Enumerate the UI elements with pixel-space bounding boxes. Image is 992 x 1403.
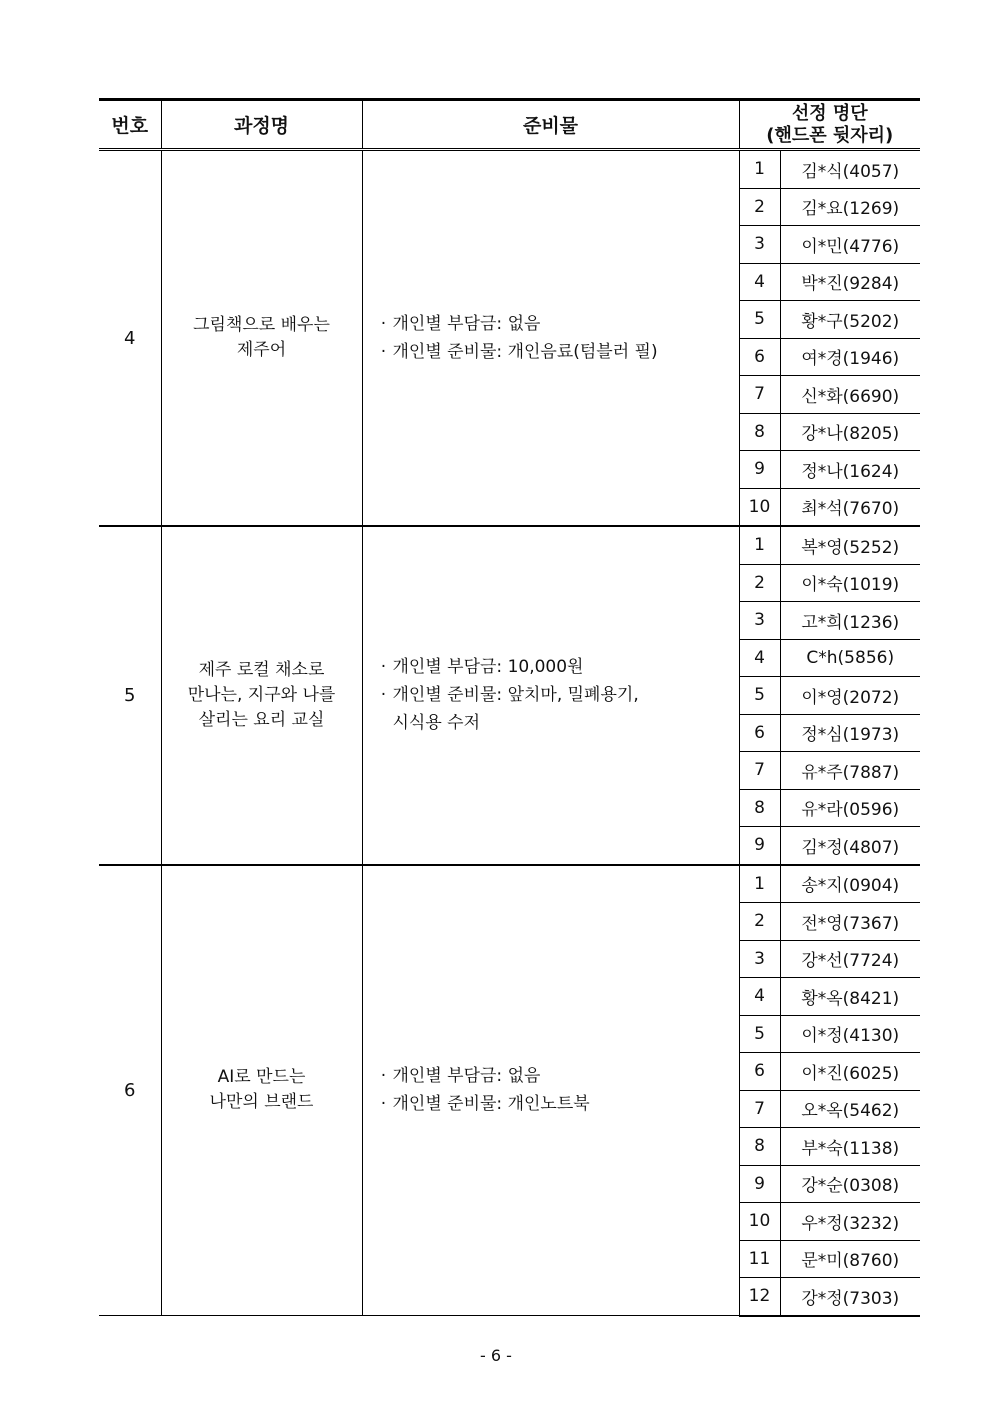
selected-person: 정*심(1973) [780, 714, 920, 752]
preparation-line [375, 681, 739, 709]
selected-index: 8 [739, 789, 780, 827]
bullet-icon: · [380, 314, 387, 334]
header-prep: 준비물 [362, 100, 739, 150]
selected-person: 전*영(7367) [780, 903, 920, 941]
header-no: 번호 [99, 100, 161, 150]
selected-index: 6 [739, 714, 780, 752]
preparation-text: 개인별 준비물: 앞치마, 밀폐용기, [392, 685, 639, 706]
preparation-line [375, 653, 739, 681]
table-row [99, 526, 920, 564]
selected-person: 이*민(4776) [780, 226, 920, 264]
selected-index: 3 [739, 940, 780, 978]
selected-index: 2 [739, 188, 780, 226]
selected-person: 김*요(1269) [780, 188, 920, 226]
header-selected-line1: 선정 명단 [791, 102, 868, 124]
selected-person: 송*지(0904) [780, 865, 920, 903]
selected-index: 7 [739, 1090, 780, 1128]
selected-index: 4 [739, 978, 780, 1016]
selected-index: 6 [739, 1053, 780, 1091]
selected-index: 11 [739, 1240, 780, 1278]
selected-index: 6 [739, 338, 780, 376]
preparation-text: 개인별 준비물: 개인음료(텀블러 필) [392, 342, 658, 362]
selected-index: 9 [739, 1165, 780, 1203]
selected-person: 이*정(4130) [780, 1015, 920, 1053]
selected-person: 이*영(2072) [780, 677, 920, 715]
course-name [161, 150, 362, 527]
selected-person: 부*숙(1138) [780, 1128, 920, 1166]
course-name [161, 526, 362, 865]
course-name-line: 나만의 브랜드 [209, 1092, 314, 1113]
selected-index: 4 [739, 263, 780, 301]
selected-index: 10 [739, 488, 780, 526]
course-name-line: 살리는 요리 교실 [198, 709, 325, 730]
preparation-text: 시식용 수저 [392, 713, 481, 734]
selected-index: 7 [739, 376, 780, 414]
bullet-icon [375, 709, 393, 737]
course-number: 5 [99, 526, 161, 865]
selected-index: 5 [739, 677, 780, 715]
selected-index: 3 [739, 226, 780, 264]
selected-person: 황*구(5202) [780, 301, 920, 339]
preparation-items [362, 526, 739, 865]
selected-person: 오*옥(5462) [780, 1090, 920, 1128]
selected-index: 1 [739, 865, 780, 903]
course-name-line: 제주어 [236, 340, 287, 360]
selected-person: 유*주(7887) [780, 752, 920, 790]
selected-index: 4 [739, 639, 780, 677]
selected-person: 신*화(6690) [780, 376, 920, 414]
selected-person: 정*나(1624) [780, 451, 920, 489]
header-selected-line2: (핸드폰 뒷자리) [766, 124, 894, 146]
selected-person: 박*진(9284) [780, 263, 920, 301]
bullet-icon: · [380, 1094, 387, 1115]
page-number: - 6 - [480, 1346, 512, 1365]
preparation-text: 개인별 부담금: 10,000원 [392, 657, 584, 678]
selected-index: 9 [739, 827, 780, 865]
table-header-row [99, 100, 920, 150]
preparation-line [375, 1090, 739, 1118]
selected-person: 여*경(1946) [780, 338, 920, 376]
selected-index: 8 [739, 1128, 780, 1166]
preparation-items [362, 865, 739, 1316]
course-name-line: 제주 로컬 채소로 [198, 659, 325, 680]
selected-person: 이*숙(1019) [780, 564, 920, 602]
selected-person: 강*정(7303) [780, 1278, 920, 1316]
preparation-line [375, 709, 739, 737]
course-number: 6 [99, 865, 161, 1316]
course-name [161, 865, 362, 1316]
selected-person: C*h(5856) [780, 639, 920, 677]
selected-index: 1 [739, 150, 780, 189]
selected-person: 우*정(3232) [780, 1203, 920, 1241]
preparation-line [375, 1062, 739, 1090]
selected-person: 강*선(7724) [780, 940, 920, 978]
selected-index: 5 [739, 301, 780, 339]
selected-person: 최*석(7670) [780, 488, 920, 526]
selected-person: 유*라(0596) [780, 789, 920, 827]
selected-index: 12 [739, 1278, 780, 1316]
bullet-icon: · [380, 657, 387, 678]
bullet-icon: · [380, 685, 387, 706]
preparation-text: 개인별 부담금: 없음 [392, 1066, 541, 1087]
table-row [99, 150, 920, 189]
preparation-line [375, 310, 739, 338]
selected-index: 2 [739, 903, 780, 941]
header-course: 과정명 [161, 100, 362, 150]
preparation-line [375, 338, 739, 366]
bullet-icon: · [380, 1066, 387, 1087]
preparation-items [362, 150, 739, 527]
selected-index: 5 [739, 1015, 780, 1053]
header-selected [739, 100, 920, 150]
selected-index: 9 [739, 451, 780, 489]
selected-index: 1 [739, 526, 780, 564]
selected-person: 김*식(4057) [780, 150, 920, 189]
selected-person: 강*나(8205) [780, 413, 920, 451]
selection-table [99, 98, 920, 1317]
selected-person: 강*순(0308) [780, 1165, 920, 1203]
selected-person: 복*영(5252) [780, 526, 920, 564]
selected-index: 3 [739, 602, 780, 640]
bullet-icon: · [380, 342, 387, 362]
selected-person: 김*정(4807) [780, 827, 920, 865]
selected-index: 2 [739, 564, 780, 602]
course-name-line: 그림책으로 배우는 [193, 315, 330, 335]
course-name-line: AI로 만드는 [217, 1067, 306, 1088]
preparation-text: 개인별 부담금: 없음 [392, 314, 541, 334]
preparation-text: 개인별 준비물: 개인노트북 [392, 1094, 590, 1115]
selected-index: 7 [739, 752, 780, 790]
selected-person: 문*미(8760) [780, 1240, 920, 1278]
selected-person: 황*옥(8421) [780, 978, 920, 1016]
selected-index: 8 [739, 413, 780, 451]
course-number: 4 [99, 150, 161, 527]
table-row [99, 865, 920, 903]
course-name-line: 만나는, 지구와 나를 [187, 684, 336, 705]
selected-index: 10 [739, 1203, 780, 1241]
selected-person: 이*진(6025) [780, 1053, 920, 1091]
selected-person: 고*희(1236) [780, 602, 920, 640]
selection-table-container [99, 98, 920, 1317]
